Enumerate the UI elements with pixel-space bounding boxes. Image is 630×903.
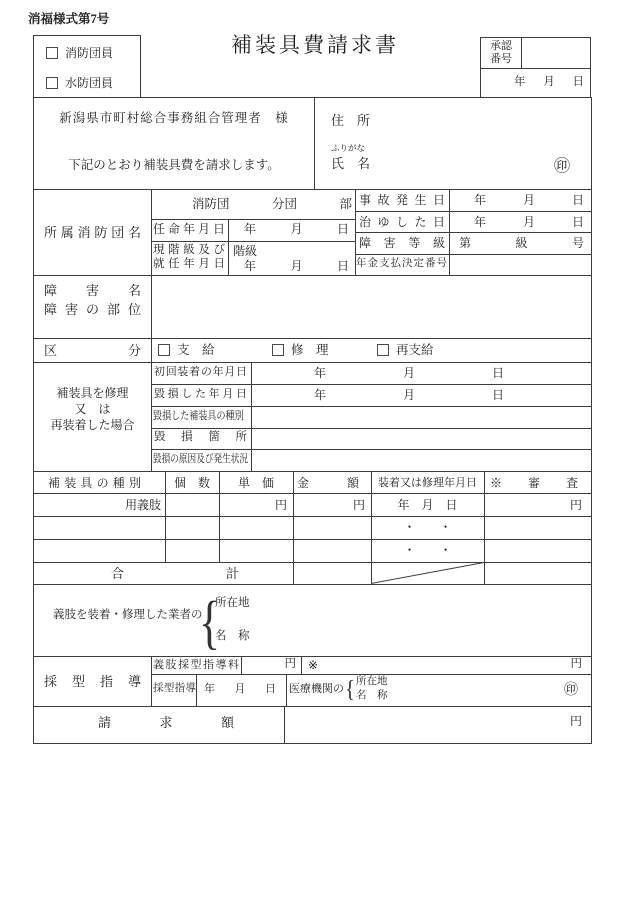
member-type-option-fire <box>46 47 113 59</box>
vendor-prefix: 義肢を装着・修理した業者の <box>53 609 203 621</box>
device-row-amount-unit: 円 <box>352 498 365 512</box>
repair-checkbox[interactable] <box>272 344 284 356</box>
grid-line <box>151 219 355 220</box>
medical-org-name-label: 名 称 <box>356 690 388 701</box>
address-label: 住 所 <box>331 113 371 128</box>
total-label: 合 計 <box>111 566 239 581</box>
furigana-label: ふりがな <box>331 143 366 153</box>
molding-section-label: 採型指導 <box>44 674 141 689</box>
first-fit-date-value: 年 月 日 <box>314 366 504 380</box>
approval-number-field[interactable] <box>522 38 590 68</box>
col-header-qty: 個 数 <box>173 476 210 490</box>
firefighter-checkbox[interactable] <box>46 47 58 59</box>
vendor-location-field[interactable] <box>264 593 584 615</box>
molding-review-mark: ※ <box>308 658 319 672</box>
damage-cause-field[interactable] <box>252 450 590 470</box>
col-header-unit-price: 単 価 <box>237 476 274 490</box>
member-type-option-flood <box>46 77 113 89</box>
category-option-resupply <box>377 344 434 357</box>
grid-line <box>34 338 591 339</box>
supply-label: 支 給 <box>177 343 215 357</box>
grid-line <box>34 516 591 517</box>
repair-case-label-1: 補装具を修理 <box>56 386 129 400</box>
approval-date: 年 月 日 <box>514 76 584 88</box>
grid-line <box>355 211 591 212</box>
device-row-date: 年 月 日 <box>397 498 458 512</box>
name-label: 氏 名 <box>331 156 371 171</box>
device-row-type: 用義肢 <box>124 498 161 512</box>
rank-date-value: 年 月 日 <box>244 259 349 273</box>
resupply-label: 再支給 <box>396 343 434 357</box>
affiliation-label: 所属消防団名 <box>44 225 141 240</box>
grid-line <box>314 98 315 189</box>
damaged-device-type-label: 毀損した補装具の種別 <box>153 410 244 422</box>
supply-checkbox[interactable] <box>158 344 170 356</box>
disability-name-label: 障害名 <box>44 283 141 298</box>
flood-corps-label: 水防団員 <box>65 76 114 90</box>
damage-part-field[interactable] <box>252 429 590 448</box>
grid-line <box>34 584 591 585</box>
medical-org-seal-icon: ㊞ <box>564 683 578 698</box>
firefighter-label: 消防団員 <box>65 46 114 60</box>
corps-unit-row <box>192 197 352 212</box>
grid-line <box>34 656 591 657</box>
device-row-unit-price-unit: 円 <box>274 498 287 512</box>
vendor-location-label: 所在地 <box>215 597 250 609</box>
device-row-review-unit: 円 <box>569 498 582 512</box>
accident-date-value: 年 月 日 <box>474 193 584 207</box>
disability-grade-label: 障害等級 <box>359 236 445 250</box>
total-amount-field[interactable] <box>294 563 370 583</box>
damage-date-value: 年 月 日 <box>314 388 504 402</box>
grid-line <box>34 706 591 707</box>
damage-part-label: 毀損箇所 <box>154 431 247 443</box>
pension-number-label: 年金支払決定番号 <box>356 258 447 269</box>
appointment-date-value: 年 月 日 <box>244 222 349 236</box>
grid-line <box>151 656 152 706</box>
claim-amount-label: 請求額 <box>98 715 234 730</box>
claimant-seal-icon: ㊞ <box>554 158 571 175</box>
resupply-checkbox[interactable] <box>377 344 389 356</box>
form-number: 消福様式第7号 <box>28 12 110 26</box>
grid-line <box>34 471 591 472</box>
first-fit-date-label: 初回装着の年月日 <box>154 366 247 378</box>
category-option-supply <box>158 344 215 357</box>
approval-box <box>480 37 591 98</box>
grid-line <box>151 384 591 385</box>
recipient-line: 新潟県市町村総合事務組合管理者 様 <box>59 111 289 125</box>
approval-label-2: 番号 <box>490 53 512 65</box>
name-field[interactable] <box>379 150 544 180</box>
approval-label-1: 承認 <box>490 40 512 52</box>
medical-org-brace: { <box>345 675 356 703</box>
disability-grade-value: 第 級 号 <box>459 236 584 250</box>
rank-label-line2: 就任年月日 <box>153 258 225 270</box>
col-header-amount: 金 額 <box>297 476 359 490</box>
declaration-line: 下記のとおり補装具費を請求します。 <box>68 158 280 172</box>
flood-corps-checkbox[interactable] <box>46 77 58 89</box>
page-title: 補装具費請求書 <box>231 33 399 57</box>
damage-date-label: 毀損した年月日 <box>154 388 247 400</box>
member-type-box <box>33 35 141 98</box>
grid-line <box>228 219 229 275</box>
category-label: 区分 <box>44 343 141 358</box>
molding-date-value: 年 月 日 <box>204 683 276 695</box>
rank-label-line1: 現階級及び <box>153 244 225 256</box>
grid-line <box>34 493 591 494</box>
healed-date-label: 治ゆした日 <box>359 215 445 229</box>
grid-line <box>481 68 590 69</box>
grid-line <box>34 189 591 190</box>
vendor-name-label: 名 称 <box>215 630 250 642</box>
grid-line <box>34 362 591 363</box>
col-header-review: ※ 審 査 <box>490 476 578 490</box>
molding-date-label: 採型指導 <box>153 683 196 694</box>
main-form <box>33 97 592 744</box>
vendor-name-field[interactable] <box>264 626 584 648</box>
damaged-device-type-field[interactable] <box>252 407 590 427</box>
disability-part-label: 障害の部位 <box>44 302 141 317</box>
address-field[interactable] <box>379 106 579 136</box>
repair-label: 修 理 <box>291 343 329 357</box>
corps-label: 消防団 <box>192 197 230 211</box>
grid-line <box>196 674 197 706</box>
medical-org-location-label: 所在地 <box>356 676 388 687</box>
repair-case-label-3: 再装着した場合 <box>50 418 135 432</box>
device-row3-date-dots: ・ ・ <box>403 543 452 557</box>
grid-line <box>484 471 485 584</box>
healed-date-value: 年 月 日 <box>474 215 584 229</box>
grid-line <box>301 656 302 674</box>
pension-number-field[interactable] <box>450 255 590 274</box>
grid-line <box>34 539 591 540</box>
grid-line <box>151 241 355 242</box>
grid-line <box>286 674 287 706</box>
disability-field[interactable] <box>152 276 590 337</box>
rank-prefix: 階級 <box>233 244 258 258</box>
device-row2-date-dots: ・ ・ <box>403 520 452 534</box>
molding-fee-unit: 円 <box>284 658 296 670</box>
vendor-brace: { <box>199 589 221 656</box>
damage-cause-label: 毀損の原因及び発生状況 <box>153 453 249 465</box>
claim-amount-unit: 円 <box>569 714 582 728</box>
division-label: 分団 <box>271 197 297 211</box>
repair-case-label-2: 又 は <box>74 402 111 416</box>
col-header-fit-date: 装着又は修理年月日 <box>378 477 477 489</box>
squad-label: 部 <box>339 197 352 211</box>
grid-line <box>151 674 591 675</box>
accident-date-label: 事故発生日 <box>359 193 445 207</box>
col-header-type: 補装具の種別 <box>48 476 141 490</box>
molding-review-unit: 円 <box>570 658 582 670</box>
medical-org-prefix: 医療機関の <box>289 683 344 695</box>
appointment-date-label: 任命年月日 <box>153 222 225 236</box>
molding-fee-label: 義肢採型指導料 <box>153 659 239 671</box>
category-option-repair <box>272 344 329 357</box>
diagonal-strike <box>371 562 484 584</box>
grid-line <box>355 232 591 233</box>
